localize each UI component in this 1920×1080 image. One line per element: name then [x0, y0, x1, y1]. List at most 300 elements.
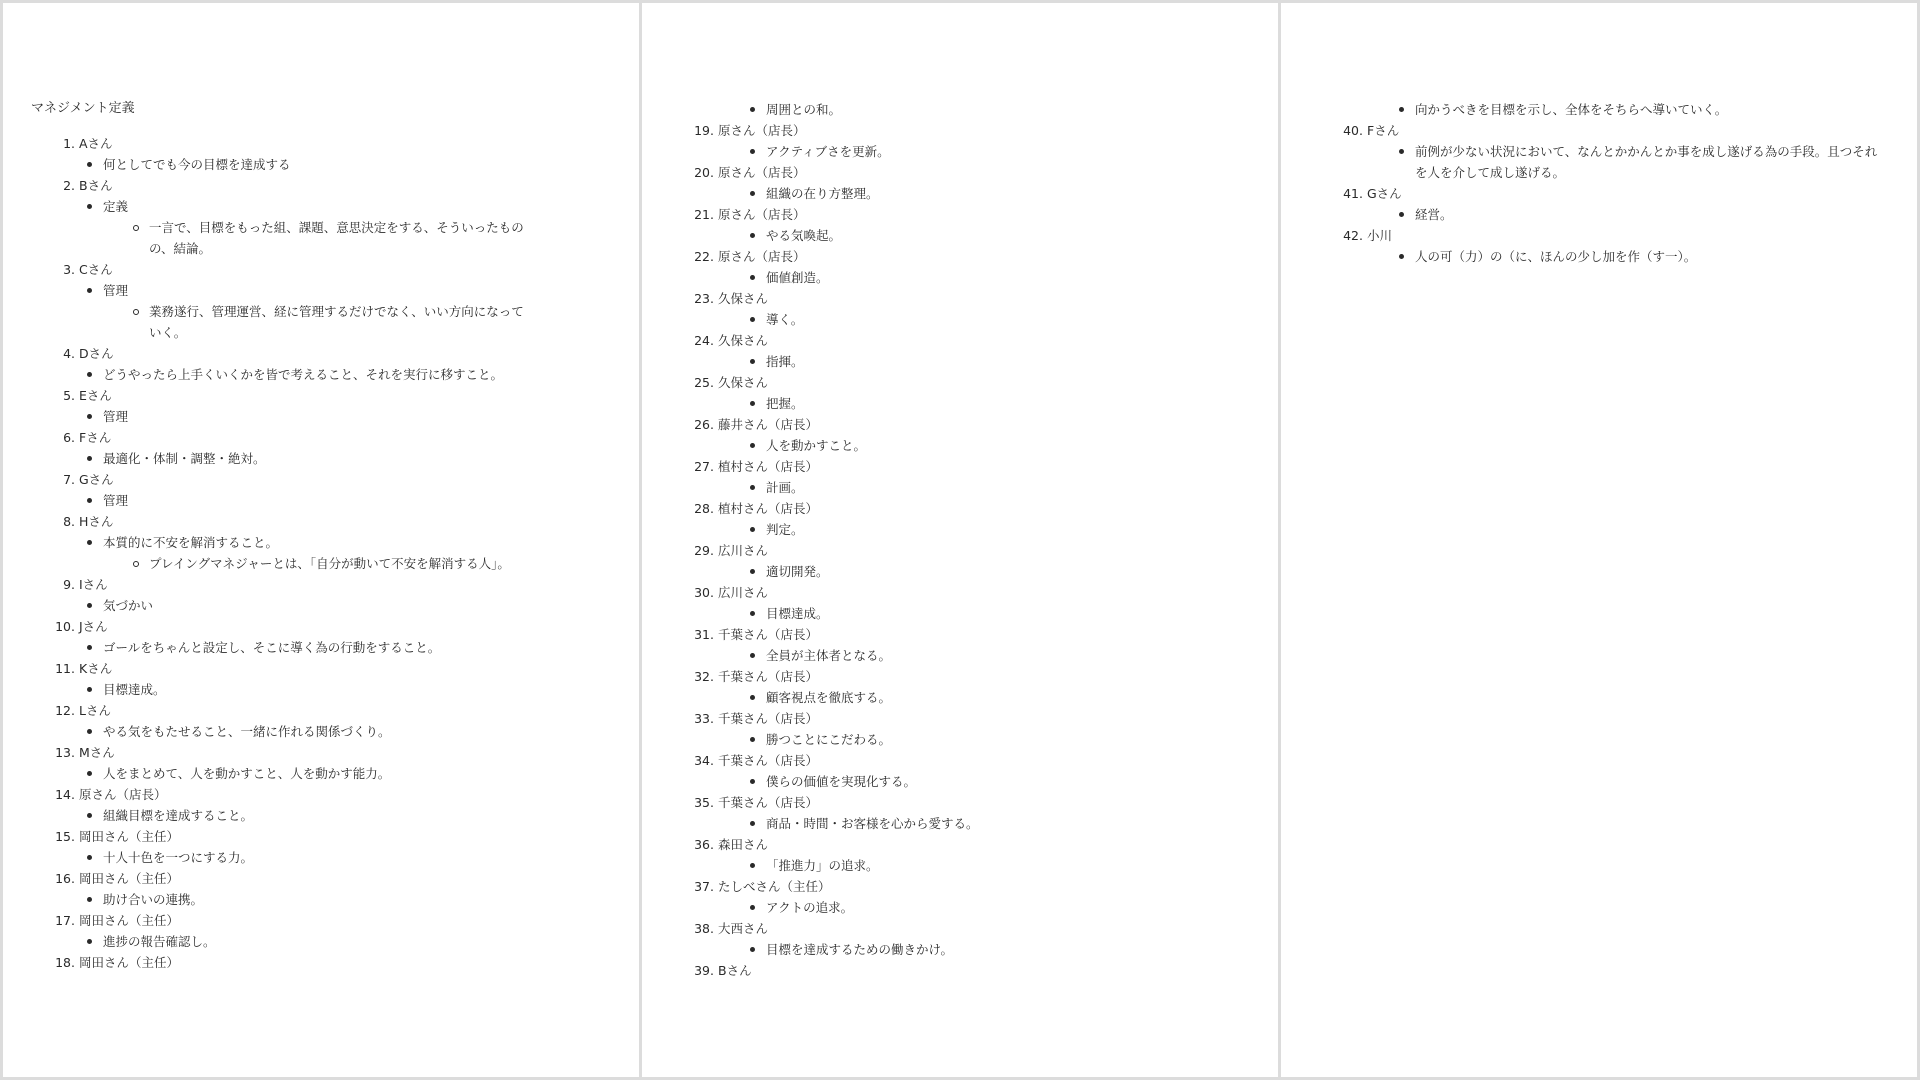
list-item: [31, 784, 611, 826]
list-item: [31, 742, 611, 784]
entry-name: 植村さん（店長）: [718, 501, 819, 516]
bullet-text: 人の可（力）の（に、ほんの少し加を作（す一）。: [1415, 249, 1697, 264]
entry-number: 15.: [55, 829, 75, 844]
definition-bullets: [55, 847, 611, 868]
entry-heading: [55, 952, 485, 973]
entry-name: 広川さん: [718, 585, 769, 600]
bullet-item: [766, 351, 1196, 372]
entry-name: 藤井さん（店長）: [718, 417, 819, 432]
definition-bullets: [1367, 246, 1889, 267]
entry-number: 27.: [694, 459, 714, 474]
entry-number: 7.: [63, 472, 75, 487]
bullet-text: 適切開発。: [766, 564, 829, 579]
bullet-text: 何としてでも今の目標を達成する: [103, 157, 291, 172]
bullet-text: アクトの追求。: [766, 900, 854, 915]
bullet-text: 指揮。: [766, 354, 804, 369]
sub-bullets: [103, 217, 533, 259]
bullet-text: やる気をもたせること、一緒に作れる関係づくり。: [103, 724, 391, 739]
bullet-text: 前例が少ない状況において、なんとかかんとか事を成し遂げる為の手段。且つそれを人を介して成し遂げる。: [1415, 144, 1878, 180]
bullet-item: [103, 679, 533, 700]
definition-bullets: [55, 763, 611, 784]
entry-heading: [55, 511, 485, 532]
entry-number: 31.: [694, 627, 714, 642]
entry-heading: [694, 330, 1148, 351]
bullet-item: [103, 847, 533, 868]
sub-bullets: [103, 301, 533, 343]
bullet-item: [766, 561, 1196, 582]
list-item: [31, 343, 611, 385]
definition-bullets: [718, 729, 1250, 750]
entry-name: 原さん（店長）: [718, 207, 806, 222]
entry-number: 29.: [694, 543, 714, 558]
definition-bullets: [718, 225, 1250, 246]
entry-name: Lさん: [79, 703, 111, 718]
bullet-text: ゴールをちゃんと設定し、そこに導く為の行動をすること。: [103, 640, 441, 655]
definition-bullets: [718, 561, 1250, 582]
bullet-item: [766, 519, 1196, 540]
entry-number: 18.: [55, 955, 75, 970]
entry-name: Gさん: [1367, 186, 1402, 201]
bullet-text: 導く。: [766, 312, 804, 327]
entry-number: 20.: [694, 165, 714, 180]
bullet-item: [766, 813, 1196, 834]
bullet-text: 目標達成。: [766, 606, 829, 621]
entry-number: 13.: [55, 745, 75, 760]
bullet-item: [766, 267, 1196, 288]
entry-name: 岡田さん（主任）: [79, 871, 180, 886]
list-item: [31, 616, 611, 658]
definition-bullets: [1367, 204, 1889, 225]
definition-bullets: [55, 595, 611, 616]
list-item: [694, 456, 1250, 498]
definition-bullets: [718, 309, 1250, 330]
document-page-1[interactable]: [3, 3, 639, 1077]
entry-number: 26.: [694, 417, 714, 432]
entry-number: 41.: [1343, 186, 1363, 201]
entry-number: 4.: [63, 346, 75, 361]
entry-heading: [694, 414, 1148, 435]
definition-bullets: [718, 771, 1250, 792]
entry-heading: [55, 385, 485, 406]
bullet-item: [766, 939, 1196, 960]
definition-bullets: [718, 897, 1250, 918]
definition-bullets: [55, 154, 611, 175]
definition-bullets: [718, 939, 1250, 960]
entry-heading: [55, 175, 485, 196]
entry-name: Aさん: [79, 136, 113, 151]
bullet-item: [103, 721, 533, 742]
entry-name: Hさん: [79, 514, 114, 529]
definition-bullets: [55, 280, 611, 343]
entry-heading: [694, 246, 1148, 267]
list-item: [31, 175, 611, 259]
entry-name: 久保さん: [718, 375, 769, 390]
list-item: [1343, 183, 1889, 225]
entry-heading: [55, 343, 485, 364]
bullet-text: 目標を達成するための働きかけ。: [766, 942, 954, 957]
list-item: [31, 658, 611, 700]
page-content: [1281, 3, 1917, 1077]
list-item: [31, 910, 611, 952]
entry-name: 原さん（店長）: [718, 123, 806, 138]
list-item: [694, 708, 1250, 750]
bullet-item: [103, 931, 533, 952]
bullet-item: [766, 435, 1196, 456]
entry-heading: [55, 616, 485, 637]
entry-name: 原さん（店長）: [718, 165, 806, 180]
definition-bullets: [718, 645, 1250, 666]
entry-number: 38.: [694, 921, 714, 936]
bullet-text: 全員が主体者となる。: [766, 648, 892, 663]
list-item: [31, 952, 611, 973]
entry-number: 24.: [694, 333, 714, 348]
definition-bullets: [55, 532, 611, 574]
entry-number: 30.: [694, 585, 714, 600]
entry-name: 原さん（店長）: [79, 787, 167, 802]
entry-number: 34.: [694, 753, 714, 768]
entry-number: 6.: [63, 430, 75, 445]
entry-heading: [694, 120, 1148, 141]
entry-heading: [1343, 225, 1847, 246]
definition-bullets: [1367, 141, 1889, 183]
list-item: [694, 204, 1250, 246]
entry-heading: [1343, 120, 1847, 141]
list-item: [694, 540, 1250, 582]
bullet-text: 目標達成。: [103, 682, 166, 697]
entry-number: 3.: [63, 262, 75, 277]
entry-number: 42.: [1343, 228, 1363, 243]
entry-heading: [694, 582, 1148, 603]
entry-heading: [55, 133, 485, 154]
document-title: マネジメント定義: [31, 101, 135, 116]
entry-heading: [55, 742, 485, 763]
bullet-item: [103, 637, 533, 658]
definition-bullets: [718, 435, 1250, 456]
entry-name: Gさん: [79, 472, 114, 487]
bullet-text: 「推進力」の追求。: [766, 858, 879, 873]
entry-heading: [55, 868, 485, 889]
bullet-item: [766, 141, 1196, 162]
list-item: [694, 918, 1250, 960]
entry-number: 17.: [55, 913, 75, 928]
definition-bullets: [55, 490, 611, 511]
entry-heading: [694, 750, 1148, 771]
bullet-item: [766, 603, 1196, 624]
entry-heading: [55, 700, 485, 721]
definition-bullets: [718, 351, 1250, 372]
list-item: [694, 120, 1250, 162]
definition-bullets: [55, 406, 611, 427]
definition-bullets: [718, 813, 1250, 834]
entry-name: 千葉さん（店長）: [718, 627, 819, 642]
list-item: [1343, 225, 1889, 267]
entry-number: 35.: [694, 795, 714, 810]
definition-bullets: [55, 196, 611, 259]
entry-number: 40.: [1343, 123, 1363, 138]
entry-name: 原さん（店長）: [718, 249, 806, 264]
bullet-text: どうやったら上手くいくかを皆で考えること、それを実行に移すこと。: [103, 367, 504, 382]
entry-number: 8.: [63, 514, 75, 529]
definition-bullets: [55, 679, 611, 700]
entry-name: Fさん: [1367, 123, 1400, 138]
bullet-item: [103, 490, 533, 511]
bullet-item: [766, 309, 1196, 330]
entry-number: 22.: [694, 249, 714, 264]
entry-heading: [1343, 183, 1847, 204]
definition-bullets: [55, 721, 611, 742]
bullet-text: 周囲との和。: [766, 102, 842, 117]
entry-heading: [694, 918, 1148, 939]
bullet-item: [103, 280, 533, 343]
list-item: [694, 582, 1250, 624]
entry-name: Eさん: [79, 388, 112, 403]
entry-number: 33.: [694, 711, 714, 726]
sub-bullets: [103, 553, 533, 574]
entry-number: 23.: [694, 291, 714, 306]
bullet-text: 勝つことにこだわる。: [766, 732, 892, 747]
definition-bullets: [55, 805, 611, 826]
bullet-text: 価値創造。: [766, 270, 829, 285]
entry-heading: [694, 372, 1148, 393]
bullet-text: 組織の在り方整理。: [766, 186, 879, 201]
entry-name: 森田さん: [718, 837, 769, 852]
entry-name: 岡田さん（主任）: [79, 829, 180, 844]
entry-heading: [694, 540, 1148, 561]
list-item: [31, 385, 611, 427]
bullet-text: 十人十色を一つにする力。: [103, 850, 254, 865]
entry-heading: [55, 658, 485, 679]
list-item: [694, 750, 1250, 792]
bullet-text: 経営。: [1415, 207, 1453, 222]
bullet-text: 定義: [103, 199, 129, 214]
bullet-item: [766, 183, 1196, 204]
sub-bullet-item: 業務遂行、管理運営、経に管理するだけでなく、いい方向になっていく。: [149, 301, 533, 343]
list-item: [31, 469, 611, 511]
list-item: [694, 792, 1250, 834]
entry-heading: [694, 288, 1148, 309]
entry-number: 11.: [55, 661, 75, 676]
list-item: [31, 826, 611, 868]
bullet-text: 助け合いの連携。: [103, 892, 204, 907]
entry-name: 小川: [1367, 228, 1393, 243]
entry-heading: [694, 876, 1148, 897]
list-item: [694, 876, 1250, 918]
definition-bullets: [718, 855, 1250, 876]
bullet-item: [766, 729, 1196, 750]
entry-number: 32.: [694, 669, 714, 684]
definition-bullets: [55, 637, 611, 658]
entry-name: 大西さん: [718, 921, 769, 936]
entry-number: 10.: [55, 619, 75, 634]
list-item: [31, 511, 611, 574]
entry-name: 広川さん: [718, 543, 769, 558]
entry-name: 植村さん（店長）: [718, 459, 819, 474]
entry-heading: [55, 910, 485, 931]
definition-bullets: [718, 183, 1250, 204]
entry-name: 千葉さん（店長）: [718, 753, 819, 768]
definition-list: [31, 133, 611, 973]
list-item: [694, 372, 1250, 414]
definition-bullets: [718, 141, 1250, 162]
list-item: [694, 960, 1250, 981]
bullet-item: [103, 364, 533, 385]
page-content: [642, 3, 1278, 1077]
definition-bullets: [718, 477, 1250, 498]
list-item: [694, 162, 1250, 204]
list-item: [694, 99, 1250, 120]
bullet-text: 人を動かすこと。: [766, 438, 867, 453]
bullet-item: [103, 448, 533, 469]
bullet-text: 計画。: [766, 480, 804, 495]
entry-number: 5.: [63, 388, 75, 403]
entry-name: Jさん: [79, 619, 108, 634]
definition-bullets: [718, 393, 1250, 414]
document-page-2[interactable]: [642, 3, 1278, 1077]
definition-list: [1343, 99, 1889, 267]
list-item: [31, 259, 611, 343]
definition-bullets: [718, 267, 1250, 288]
bullet-text: 管理: [103, 409, 129, 424]
bullet-text: 最適化・体制・調整・絶対。: [103, 451, 266, 466]
entry-number: 25.: [694, 375, 714, 390]
entry-number: 19.: [694, 123, 714, 138]
bullet-item: [103, 805, 533, 826]
entry-name: たしべさん（主任）: [718, 879, 831, 894]
bullet-text: 管理: [103, 493, 129, 508]
bullet-text: 向かうべきを目標を示し、全体をそちらへ導いていく。: [1415, 102, 1728, 117]
bullet-text: アクティブさを更新。: [766, 144, 890, 159]
bullet-item: [766, 687, 1196, 708]
bullet-item: [766, 771, 1196, 792]
definition-bullets: [55, 931, 611, 952]
bullet-text: やる気喚起。: [766, 228, 842, 243]
bullet-item: [103, 532, 533, 574]
list-item: [31, 133, 611, 175]
list-item: [694, 834, 1250, 876]
entry-name: Dさん: [79, 346, 114, 361]
document-page-3[interactable]: [1281, 3, 1917, 1077]
entry-heading: [694, 666, 1148, 687]
entry-number: 14.: [55, 787, 75, 802]
list-item: [31, 700, 611, 742]
entry-heading: [55, 574, 485, 595]
sub-bullet-item: プレイングマネジャーとは、「自分が動いて不安を解消する人」。: [149, 553, 533, 574]
entry-name: 久保さん: [718, 333, 769, 348]
entry-name: Iさん: [79, 577, 108, 592]
definition-bullets: [55, 889, 611, 910]
list-item: [694, 330, 1250, 372]
entry-number: 37.: [694, 879, 714, 894]
bullet-item: [1415, 141, 1889, 183]
list-item: [694, 414, 1250, 456]
entry-name: Bさん: [718, 963, 752, 978]
list-item: [694, 246, 1250, 288]
entry-heading: [694, 624, 1148, 645]
bullet-item: [766, 99, 1196, 120]
entry-heading: [694, 792, 1148, 813]
entry-heading: [694, 204, 1148, 225]
entry-heading: [55, 826, 485, 847]
bullet-text: 判定。: [766, 522, 804, 537]
bullet-item: [103, 196, 533, 259]
list-item: [694, 288, 1250, 330]
bullet-text: 進捗の報告確認し。: [103, 934, 216, 949]
entry-name: Kさん: [79, 661, 113, 676]
entry-number: 9.: [63, 577, 75, 592]
entry-number: 39.: [694, 963, 714, 978]
definition-bullets: [55, 364, 611, 385]
entry-heading: [694, 162, 1148, 183]
bullet-item: [1415, 99, 1889, 120]
entry-name: Cさん: [79, 262, 113, 277]
entry-number: 12.: [55, 703, 75, 718]
page-content: [3, 3, 639, 1077]
bullet-item: [766, 897, 1196, 918]
entry-number: 36.: [694, 837, 714, 852]
list-item: [694, 498, 1250, 540]
list-item: [694, 666, 1250, 708]
entry-name: Mさん: [79, 745, 115, 760]
bullet-text: 人をまとめて、人を動かすこと、人を動かす能力。: [103, 766, 391, 781]
list-item: [1343, 99, 1889, 120]
entry-name: 千葉さん（店長）: [718, 669, 819, 684]
entry-name: 久保さん: [718, 291, 769, 306]
bullet-text: 顧客視点を徹底する。: [766, 690, 892, 705]
entry-number: 16.: [55, 871, 75, 886]
bullet-text: 商品・時間・お客様を心から愛する。: [766, 816, 979, 831]
definition-list: [694, 99, 1250, 981]
bullet-item: [103, 406, 533, 427]
bullet-item: [103, 154, 533, 175]
sub-bullet-item: 一言で、目標をもった組、課題、意思決定をする、そういったものの、結論。: [149, 217, 533, 259]
entry-heading: [694, 498, 1148, 519]
entry-heading: [55, 259, 485, 280]
entry-name: Fさん: [79, 430, 112, 445]
bullet-item: [766, 477, 1196, 498]
bullet-text: 組織目標を達成すること。: [103, 808, 254, 823]
bullet-text: 本質的に不安を解消すること。: [103, 535, 279, 550]
bullet-item: [103, 763, 533, 784]
list-item: [694, 624, 1250, 666]
definition-bullets: [718, 603, 1250, 624]
entry-heading: [694, 708, 1148, 729]
definition-bullets: [718, 99, 1250, 120]
entry-heading: [55, 427, 485, 448]
list-item: [1343, 120, 1889, 183]
entry-heading: [55, 784, 485, 805]
definition-bullets: [1367, 99, 1889, 120]
entry-name: Bさん: [79, 178, 113, 193]
entry-number: 2.: [63, 178, 75, 193]
definition-bullets: [55, 448, 611, 469]
bullet-item: [766, 225, 1196, 246]
bullet-item: [103, 889, 533, 910]
entry-number: 28.: [694, 501, 714, 516]
entry-heading: [694, 960, 1148, 981]
entry-name: 千葉さん（店長）: [718, 711, 819, 726]
bullet-item: [766, 393, 1196, 414]
entry-heading: [694, 456, 1148, 477]
definition-bullets: [718, 519, 1250, 540]
definition-bullets: [718, 687, 1250, 708]
bullet-item: [766, 855, 1196, 876]
entry-number: 1.: [63, 136, 75, 151]
bullet-item: [1415, 204, 1889, 225]
bullet-text: 管理: [103, 283, 129, 298]
entry-heading: [694, 834, 1148, 855]
bullet-text: 気づかい: [103, 598, 154, 613]
list-item: [31, 574, 611, 616]
